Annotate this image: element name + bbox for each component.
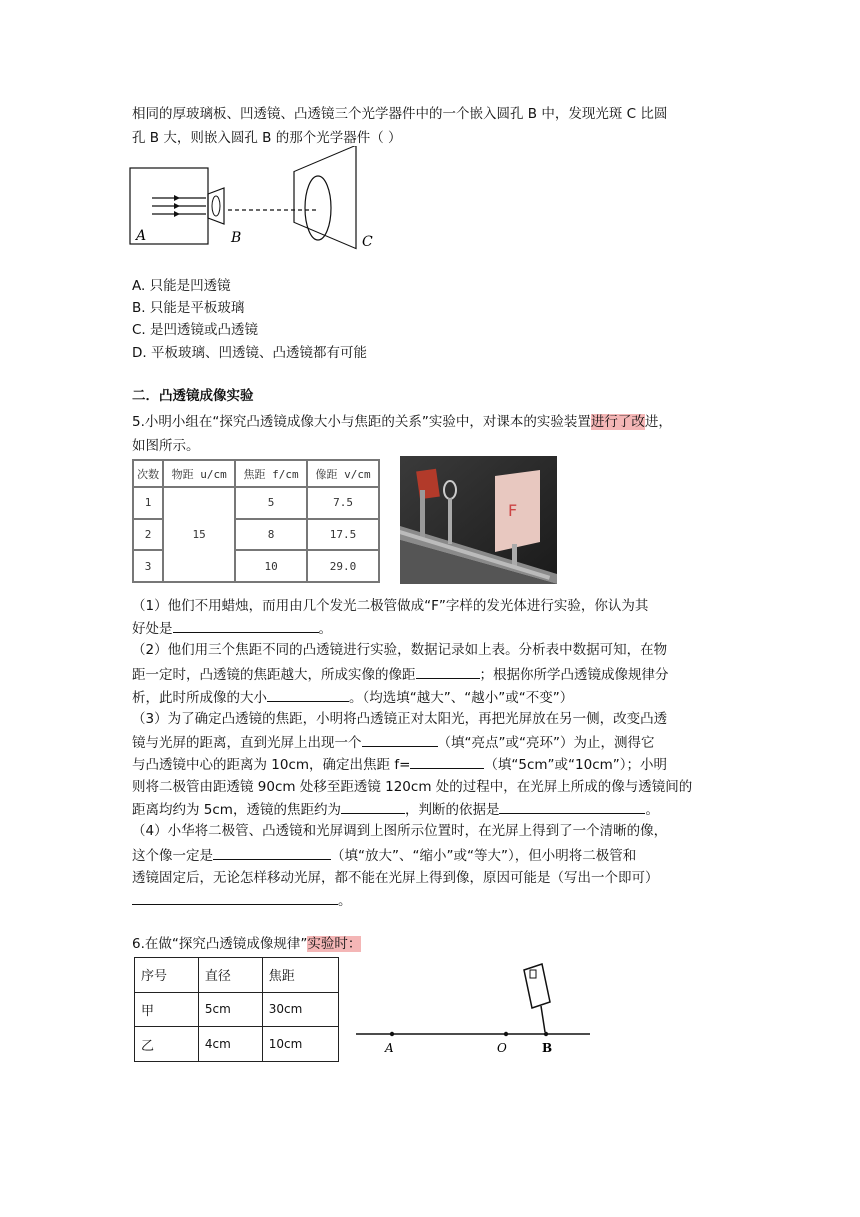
option-a: A. 只能是凹透镜 <box>132 278 231 294</box>
label-a: A <box>385 1041 394 1055</box>
q5-p2-line-3: 析，此时所成像的大小 。（均选填“越大”、“越小”或“不变”） <box>132 687 573 708</box>
intro-line-1: 相同的厚玻璃板、凹透镜、凸透镜三个光学器件中的一个嵌入圆孔 B 中，发现光斑 C 比圆 <box>132 106 668 122</box>
hole-b <box>208 188 224 224</box>
q5-p4-line-4: 。 <box>132 890 352 911</box>
th-image-distance: 像距 v/cm <box>307 460 379 487</box>
table-row: 甲 5cm 30cm <box>135 992 339 1027</box>
svg-text:F: F <box>508 501 518 520</box>
q5-p1-line-1: （1）他们不用蜡烛，而用由几个发光二极管做成“F”字样的发光体进行实验，你认为其 <box>132 598 649 614</box>
option-b: B. 只能是平板玻璃 <box>132 300 245 316</box>
q5-p3-line-2: 镜与光屏的距离，直到光屏上出现一个 （填“亮点”或“亮环”）为止，测得它 <box>132 732 654 753</box>
q5-p2-line-1: （2）他们用三个焦距不同的凸透镜进行实验，数据记录如上表。分析表中数据可知，在物 <box>132 642 668 658</box>
th-object-distance: 物距 u/cm <box>163 460 235 487</box>
answer-blank-1[interactable] <box>173 618 319 633</box>
table-row: 乙 4cm 10cm <box>135 1027 339 1062</box>
answer-blank-6[interactable] <box>341 799 405 814</box>
q5-line-1: 5.小明小组在“探究凸透镜成像大小与焦距的关系”实验中，对课本的实验装置进行了改进， <box>132 414 672 430</box>
highlight-2: 实验时： <box>307 936 362 952</box>
q5-p4-line-3: 透镜固定后，无论怎样移动光屏，都不能在光屏上得到像，原因可能是（写出一个即可） <box>132 870 659 886</box>
section-heading: 二．凸透镜成像实验 <box>132 388 254 404</box>
q5-p2-line-2: 距一定时，凸透镜的焦距越大，所成实像的像距 ；根据你所学凸透镜成像规律分 <box>132 664 669 685</box>
q6-lens-table <box>134 957 339 1062</box>
label-b: B <box>542 1041 553 1055</box>
label-a: A <box>136 228 147 244</box>
answer-blank-7[interactable] <box>499 799 645 814</box>
q5-p1-line-2: 好处是 。 <box>132 618 332 639</box>
th-count: 次数 <box>133 460 163 487</box>
th-focal-length: 焦距 f/cm <box>235 460 307 487</box>
label-b: B <box>231 230 242 246</box>
table-row <box>135 958 339 993</box>
lens-experiment-figure <box>128 146 388 256</box>
intro-line-2: 孔 B 大，则嵌入圆孔 B 的那个光学器件（ ） <box>132 130 402 146</box>
table-row: 1 15 5 7.5 <box>133 487 379 519</box>
light-spot-c <box>305 176 331 240</box>
q5-line-2: 如图所示。 <box>132 438 200 454</box>
q5-p3-line-3: 与凸透镜中心的距离为 10cm，确定出焦距 f= （填“5cm”或“10cm”）；小明 <box>132 754 667 775</box>
q5-p3-line-4: 则将二极管由距透镜 90cm 处移至距透镜 120cm 处的过程中，在光屏上所成的像与透镜间的 <box>132 779 693 795</box>
answer-blank-9[interactable] <box>132 890 338 905</box>
answer-blank-2[interactable] <box>416 664 480 679</box>
th-diameter: 直径 <box>198 958 262 993</box>
table-row: 2 8 17.5 <box>133 519 379 551</box>
answer-blank-8[interactable] <box>213 845 331 860</box>
q5-p3-line-1: （3）为了确定凸透镜的焦距，小明将凸透镜正对太阳光，再把光屏放在另一侧，改变凸透 <box>132 711 668 727</box>
object-distance-cell: 15 <box>163 487 235 582</box>
candle-card <box>524 964 550 1008</box>
option-d: D. 平板玻璃、凹透镜、凸透镜都有可能 <box>132 345 367 361</box>
th-focal: 焦距 <box>262 958 338 993</box>
answer-blank-5[interactable] <box>410 754 484 769</box>
q5-p3-line-5: 距离均约为 5cm，透镜的焦距约为 ，判断的依据是 。 <box>132 799 659 820</box>
table-row: 3 10 29.0 <box>133 550 379 582</box>
th-index: 序号 <box>135 958 199 993</box>
answer-blank-3[interactable] <box>267 687 349 702</box>
q5-p4-line-2: 这个像一定是 （填“放大”、“缩小”或“等大”），但小明将二极管和 <box>132 845 636 866</box>
label-c: C <box>362 234 373 250</box>
label-o: O <box>497 1041 507 1055</box>
q5-p4-line-1: （4）小华将二极管、凸透镜和光屏调到上图所示位置时，在光屏上得到了一个清晰的像， <box>132 823 668 839</box>
highlight-1: 进行了改 <box>590 414 645 430</box>
q6-line-1: 6.在做“探究凸透镜成像规律”实验时： <box>132 936 362 952</box>
lens-b <box>212 196 220 216</box>
option-c: C. 是凹透镜或凸透镜 <box>132 322 259 338</box>
screen-c <box>294 146 356 249</box>
q6-optical-axis-figure <box>354 960 594 1060</box>
answer-blank-4[interactable] <box>362 732 438 747</box>
q5-data-table <box>132 459 380 583</box>
optical-bench-photo <box>400 456 557 584</box>
